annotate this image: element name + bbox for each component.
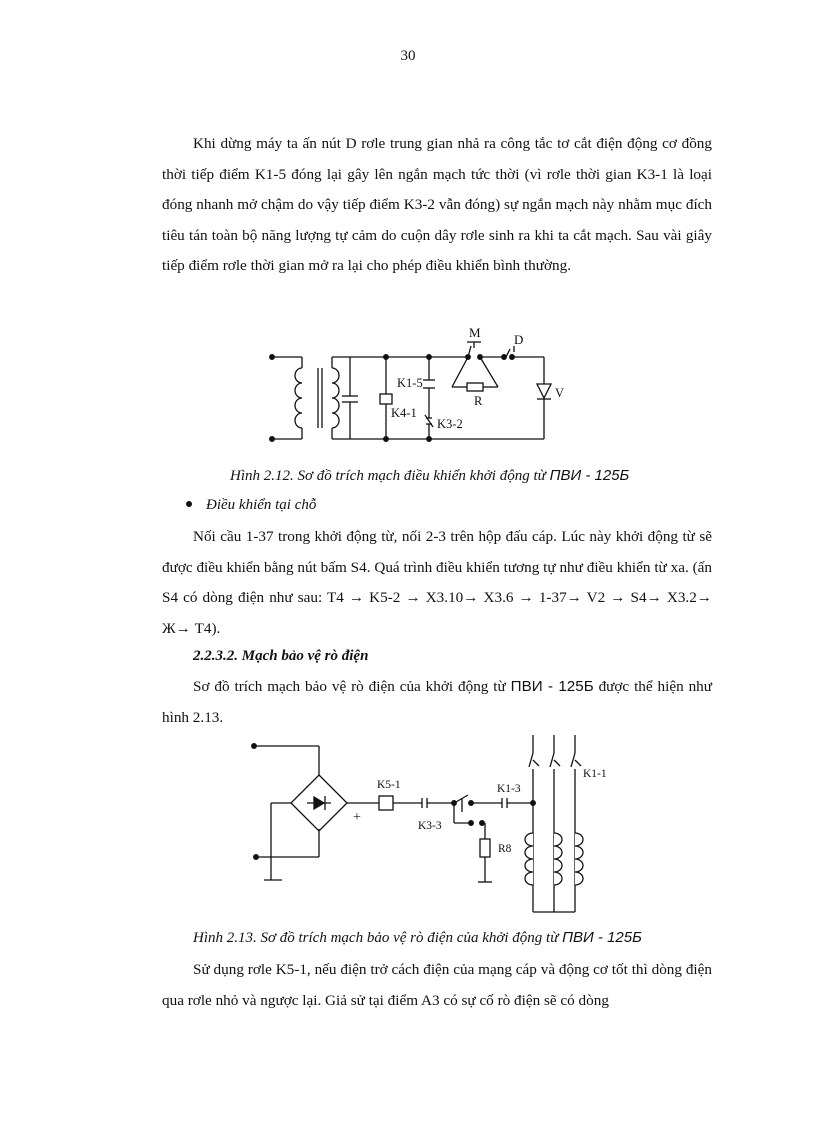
- paragraph-relay-k5-text: Sử dụng rơle K5-1, nếu điện trở cách điện của mạng cáp và động cơ tốt thì dòng điện qua rơle nhỏ và ngược lại. Giả sử tại điểm A3 có sự cố rò điện sẽ có dòng: [162, 961, 712, 1009]
- label-r: R: [474, 394, 483, 408]
- figure-2-12-caption-text: Hình 2.12. Sơ đồ trích mạch điều khiển khởi động từ: [230, 468, 550, 484]
- paragraph-leak-intro-model: ПВИ - 125Б: [510, 678, 594, 695]
- figure-2-13-leak-protection-circuit: [246, 730, 606, 920]
- figure-2-12-caption: [230, 467, 629, 485]
- label-v: V: [555, 386, 565, 400]
- label-k1-5: K1-5: [397, 376, 423, 390]
- paragraph-stop-procedure-text: Khi dừng máy ta ấn nút D rơle trung gian nhả ra công tắc tơ cắt điện động cơ đồng thời tiếp điểm K1-5 đóng lại gây lên ngắn mạch tức thời (vì rơle thời gian K3-1 là loại đóng nhanh mở chậm do vậy tiếp điểm K3-2 vẫn đóng) sự ngắn mạch này nhằm mục đích tiêu tán toàn bộ năng lượng tự cảm do cuộn dây rơle sinh ra khi ta cắt mạch. Sau vài giây tiếp điểm rơle thời gian mở ra lại cho phép điều khiển bình thường.: [162, 135, 712, 274]
- paragraph-leak-intro: [162, 672, 712, 733]
- paragraph-local-control-text: Nối cầu 1-37 trong khởi động từ, nối 2-3 trên hộp đấu cáp. Lúc này khởi động từ sẽ được điều khiển bằng nút bấm S4. Quá trình điều khiển tương tự như điều khiển từ xa. (ấn S4 có dòng điện như sau: T4 → K5-2 → X3.10→ X3.6 → 1-37→ V2 → S4→ X3.2→ Ж→ T4).: [162, 528, 712, 637]
- figure-2-13-caption: [193, 929, 642, 947]
- paragraph-relay-k5: [162, 955, 712, 1016]
- label-m: M: [469, 325, 481, 340]
- page-number: 30: [400, 48, 416, 64]
- bullet-dot: [186, 501, 192, 507]
- paragraph-local-control: [162, 522, 712, 644]
- label-k1-3: K1-3: [497, 783, 521, 795]
- label-r8: R8: [498, 843, 512, 855]
- figure-2-13-caption-text: Hình 2.13. Sơ đồ trích mạch bảo vệ rò điện của khởi động từ: [193, 930, 563, 946]
- paragraph-leak-intro-text: Sơ đồ trích mạch bảo vệ rò điện của khởi động từ: [193, 678, 511, 695]
- section-heading: 2.2.3.2. Mạch bảo vệ rò điện: [193, 648, 369, 664]
- figure-2-13-caption-model: ПВИ - 125Б: [562, 929, 642, 946]
- label-k3-3: K3-3: [418, 820, 442, 832]
- label-plus: +: [353, 810, 361, 825]
- bullet-text: Điều khiển tại chỗ: [206, 497, 317, 513]
- label-d: D: [514, 332, 524, 347]
- label-k3-2: K3-2: [437, 417, 463, 431]
- label-k4-1: K4-1: [391, 406, 417, 420]
- label-k1-1: K1-1: [583, 768, 607, 780]
- figure-2-12-control-circuit: [262, 322, 565, 444]
- label-k5-1: K5-1: [377, 779, 401, 791]
- paragraph-leak-intro-text-end: được thể hiện như hình 2.13.: [162, 678, 712, 726]
- paragraph-stop-procedure: [162, 129, 712, 282]
- bullet-local-control: [186, 497, 316, 514]
- figure-2-12-caption-model: ПВИ - 125Б: [549, 467, 630, 484]
